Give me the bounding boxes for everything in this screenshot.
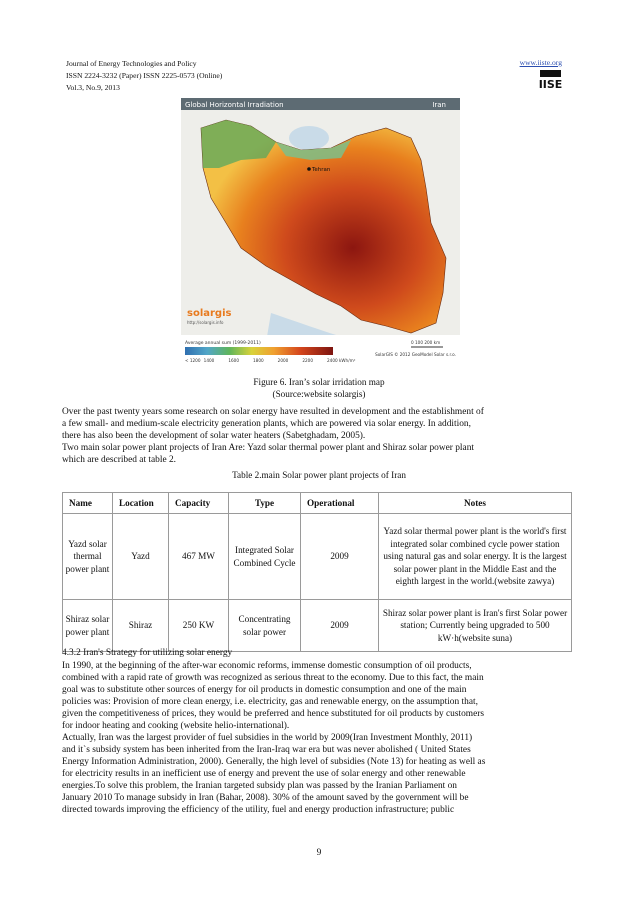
legend-tick-label: 1600 xyxy=(228,358,240,363)
text-line: a few small- and medium-scale electricity generation plants, which are powered via solar energy. In addition, xyxy=(62,419,471,429)
caspian-sea xyxy=(289,126,329,150)
legend-title: Average annual sum (1999-2011) xyxy=(185,341,261,346)
col-header-notes: Notes xyxy=(379,493,572,514)
text-line: given the competitiveness of prices, they would be preferred and hence substituted for oil products by customers xyxy=(62,709,485,719)
tehran-label: Tehran xyxy=(312,167,331,173)
solargis-logo: solargis xyxy=(187,308,232,319)
text-line: January 2010 To manage subsidy in Iran (Bahar, 2008). 30% of the amount saved by the government will be xyxy=(62,793,469,803)
text-line: goal was to substitute other sources of energy for oil products in domestic consumption and one of the main xyxy=(62,685,467,695)
text-line: Two main solar power plant projects of Iran Are: Yazd solar thermal power plant and Shiraz solar power plant xyxy=(62,443,474,453)
text-line: policies was: Provision of more clean energy, i.e. electricity, gas and renewable energy, on the assumption that, xyxy=(62,697,478,707)
text-line: directed towards improving the efficiency of the utility, fuel and energy production infrastructure; public xyxy=(62,805,455,815)
text-line: and it`s subsidy system has been inherited from the Iran-Iraq war era but was never abolished ( United States xyxy=(62,745,471,755)
tehran-marker xyxy=(307,167,311,171)
text-line: Over the past twenty years some research on solar energy have resulted in development and the establishment of xyxy=(62,407,484,417)
legend-tick-label: 1400 xyxy=(203,358,215,363)
table-row xyxy=(63,514,572,600)
cell-type: Concentrating solar power xyxy=(229,600,301,652)
text-line: Energy Information Administration, 2000). Generally, the high level of subsidies (Note 13) for heating as well as xyxy=(62,757,486,767)
text-line: In 1990, at the beginning of the after-war economic reforms, immense domestic consumption of oil products, xyxy=(62,661,472,671)
table-row xyxy=(63,600,572,652)
legend-tick-label: 2200 xyxy=(302,358,314,363)
cell-notes: Yazd solar thermal power plant is the world's first integrated solar combined cycle power station using natural gas and solar energy. It is the largest solar power plant in the Middle East and the eighth largest in the world.(website zawya) xyxy=(379,514,572,600)
iiste-logo xyxy=(539,69,562,91)
cell-capacity: 467 MW xyxy=(169,514,229,600)
text-line: which are described at table 2. xyxy=(62,455,177,465)
legend-tick-label: 1800 xyxy=(253,358,264,363)
website-link[interactable]: www.iiste.org xyxy=(519,58,562,67)
cell-name: Shiraz solar power plant xyxy=(63,600,113,652)
svg-text:IISE: IISE xyxy=(539,78,562,91)
text-line: there has also been the development of solar water heaters (Sabetghadam, 2005). xyxy=(62,431,366,441)
text-line: for electricity results in an inefficient use of energy and prevent the use of solar energy and other renewable xyxy=(62,769,466,779)
copyright-text: SolarGIS © 2012 GeoModel Solar s.r.o. xyxy=(375,352,456,357)
col-header-name: Name xyxy=(63,493,113,514)
col-header-type: Type xyxy=(229,493,301,514)
col-header-capacity: Capacity xyxy=(169,493,229,514)
legend-colorbar xyxy=(185,347,333,355)
text-line: combined with a rapid rate of growth was recognized as serious threat to the economy. Due to this fact, the main xyxy=(62,673,484,683)
page-number: 9 xyxy=(316,848,322,858)
journal-title: Journal of Energy Technologies and Policy xyxy=(66,59,197,68)
solar-projects-table xyxy=(62,492,572,652)
issn-line: ISSN 2224-3232 (Paper) ISSN 2225-0573 (Online) xyxy=(66,71,223,80)
section-heading: 4.3.2 Iran's Strategy for utilizing solar energy xyxy=(62,648,233,658)
paragraph-strategy xyxy=(62,660,572,816)
paragraph-intro xyxy=(62,406,572,466)
cell-name: Yazd solar thermal power plant xyxy=(63,514,113,600)
text-line: Actually, Iran was the largest provider of fuel subsidies in the world by 2009(Iran Investment Monthly, 2011) xyxy=(62,733,473,743)
cell-capacity: 250 KW xyxy=(169,600,229,652)
map-title: Global Horizontal Irradiation xyxy=(185,101,284,109)
scale-bar-label: 0 100 200 km xyxy=(411,340,441,345)
text-line: energies.To solve this problem, the Iranian targeted subsidy plan was passed by the Iranian Parliament on xyxy=(62,781,457,791)
cell-location: Yazd xyxy=(113,514,169,600)
figure-source: (Source:website solargis) xyxy=(272,389,366,399)
legend-tick-label: 2400 kWh/m² xyxy=(327,358,356,363)
solargis-url: http://solargis.info xyxy=(187,320,224,325)
cell-operational: 2009 xyxy=(301,514,379,600)
legend-tick-label: < 1200 xyxy=(185,358,201,363)
col-header-operational: Operational xyxy=(301,493,379,514)
figure-caption: Figure 6. Iran’s solar irridation map xyxy=(253,377,385,387)
table-caption: Table 2.main Solar power plant projects of Iran xyxy=(232,470,406,480)
text-line: for indoor heating and cooking (website helio-international). xyxy=(62,721,290,731)
legend-tick-label: 2000 xyxy=(277,358,289,363)
table-header-row xyxy=(63,493,572,514)
cell-operational: 2009 xyxy=(301,600,379,652)
col-header-location: Location xyxy=(113,493,169,514)
cell-notes: Shiraz solar power plant is Iran's first Solar power station; Currently being upgraded to 500 kW·h(website suna) xyxy=(379,600,572,652)
cell-location: Shiraz xyxy=(113,600,169,652)
volume-line: Vol.3, No.9, 2013 xyxy=(66,83,120,92)
solar-irradiation-map xyxy=(181,98,460,372)
cell-type: Integrated Solar Combined Cycle xyxy=(229,514,301,600)
map-country: Iran xyxy=(432,101,446,109)
